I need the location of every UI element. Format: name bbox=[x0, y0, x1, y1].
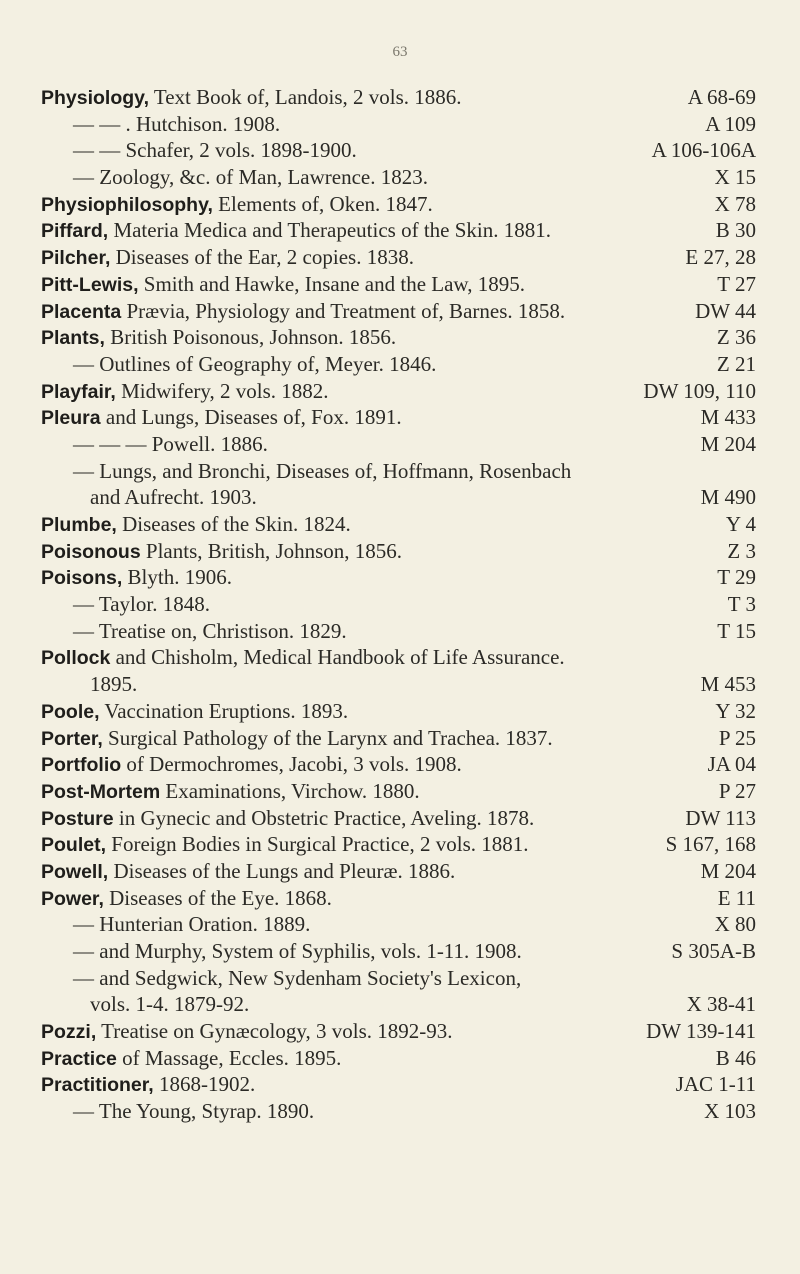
entry-description: of Massage, Eccles. 1895. bbox=[116, 1045, 342, 1070]
entry-description: Diseases of the Ear, 2 copies. 1838. bbox=[110, 245, 414, 270]
index-entry bbox=[0, 938, 800, 965]
entry-description: 1895. bbox=[90, 672, 138, 697]
entry-text bbox=[41, 217, 551, 245]
entry-text bbox=[73, 137, 357, 164]
entry-description: — Zoology, &c. of Man, Lawrence. 1823. bbox=[73, 165, 428, 190]
entry-shelfmark: A 109 bbox=[705, 111, 756, 136]
entry-shelfmark: Y 4 bbox=[725, 512, 756, 536]
entry-text bbox=[41, 644, 565, 672]
entry-shelfmark: T 27 bbox=[717, 271, 756, 296]
entry-text bbox=[41, 378, 329, 406]
entry-shelfmark: E 27, 28 bbox=[685, 245, 756, 270]
entry-text bbox=[41, 564, 232, 592]
entry-shelfmark: S 167, 168 bbox=[665, 832, 756, 857]
entry-heading: Plants, bbox=[41, 327, 105, 350]
entry-description: Diseases of the Eye. 1868. bbox=[103, 885, 332, 910]
entry-description: and Lungs, Diseases of, Fox. 1891. bbox=[100, 405, 402, 430]
entry-text bbox=[90, 991, 249, 1018]
entry-text bbox=[41, 858, 455, 886]
index-entry bbox=[0, 431, 800, 458]
entry-heading: Pilcher, bbox=[41, 247, 111, 270]
index-entry bbox=[0, 591, 800, 618]
entry-heading: Physiophilosophy, bbox=[41, 193, 213, 216]
entry-heading: Pleura bbox=[41, 407, 101, 430]
entry-description: — Taylor. 1848. bbox=[73, 592, 210, 617]
index-entry bbox=[0, 111, 800, 138]
entry-description: British Poisonous, Johnson. 1856. bbox=[104, 325, 397, 350]
entry-shelfmark: X 80 bbox=[714, 912, 756, 937]
entry-text bbox=[90, 484, 257, 511]
index-entry bbox=[0, 858, 800, 885]
entry-shelfmark: M 433 bbox=[700, 405, 756, 430]
entry-description: Treatise on Gynæcology, 3 vols. 1892-93. bbox=[96, 1019, 453, 1044]
index-entry bbox=[0, 618, 800, 645]
page-number: 63 bbox=[392, 44, 408, 60]
entry-description: Elements of, Oken. 1847. bbox=[212, 191, 433, 216]
entry-shelfmark: M 204 bbox=[700, 858, 756, 883]
entry-heading: Physiology, bbox=[41, 87, 149, 109]
entry-heading: Practitioner, bbox=[41, 1074, 154, 1097]
entry-shelfmark: T 15 bbox=[717, 618, 756, 643]
index-entry bbox=[0, 911, 800, 938]
index-entry bbox=[0, 164, 800, 191]
entry-description: of Dermochromes, Jacobi, 3 vols. 1908. bbox=[121, 752, 462, 777]
entry-heading: Pollock bbox=[41, 647, 111, 670]
entry-shelfmark: DW 139-141 bbox=[646, 1019, 756, 1044]
entry-shelfmark: S 305A-B bbox=[671, 939, 756, 963]
entry-description: Materia Medica and Therapeutics of the Skin. 1881. bbox=[108, 218, 552, 243]
index-entry bbox=[0, 137, 800, 164]
index-entry bbox=[0, 404, 800, 431]
entry-description: — — Schafer, 2 vols. 1898-1900. bbox=[73, 138, 357, 163]
entry-description: 1868-1902. bbox=[153, 1072, 256, 1097]
entry-heading: Pitt-Lewis, bbox=[41, 273, 139, 296]
index-entry bbox=[0, 778, 800, 805]
entry-text bbox=[41, 511, 351, 539]
index-entries bbox=[0, 84, 800, 1125]
entry-description: Smith and Hawke, Insane and the Law, 1895. bbox=[138, 271, 525, 296]
index-entry bbox=[0, 324, 800, 351]
entry-text bbox=[41, 1071, 255, 1099]
entry-text bbox=[41, 885, 332, 913]
index-entry bbox=[0, 84, 800, 111]
entry-description: — — . Hutchison. 1908. bbox=[73, 111, 281, 136]
entry-text bbox=[41, 298, 565, 326]
index-entry bbox=[0, 298, 800, 325]
entry-text bbox=[41, 805, 534, 833]
index-entry bbox=[0, 805, 800, 832]
index-entry bbox=[0, 644, 800, 671]
entry-shelfmark: DW 113 bbox=[685, 805, 756, 830]
entry-description: Plants, British, Johnson, 1856. bbox=[140, 538, 403, 563]
entry-description: in Gynecic and Obstetric Practice, Aveling. 1878. bbox=[113, 805, 535, 830]
entry-text bbox=[41, 404, 402, 432]
entry-text bbox=[41, 271, 525, 299]
index-entry bbox=[0, 671, 800, 698]
entry-description: Foreign Bodies in Surgical Practice, 2 vols. 1881. bbox=[106, 832, 529, 857]
entry-description: — — — Powell. 1886. bbox=[73, 431, 268, 456]
entry-description: Text Book of, Landois, 2 vols. 1886. bbox=[149, 85, 462, 109]
index-entry bbox=[0, 191, 800, 218]
index-entry bbox=[0, 538, 800, 565]
entry-shelfmark: JA 04 bbox=[707, 752, 756, 777]
entry-shelfmark: DW 109, 110 bbox=[643, 378, 756, 403]
entry-shelfmark: X 38-41 bbox=[686, 992, 756, 1017]
entry-text bbox=[41, 778, 420, 806]
index-entry bbox=[0, 725, 800, 752]
entry-description: Blyth. 1906. bbox=[122, 565, 232, 590]
entry-text bbox=[73, 911, 310, 938]
entry-description: Examinations, Virchow. 1880. bbox=[160, 778, 420, 803]
entry-text bbox=[73, 164, 428, 191]
entry-shelfmark: Z 36 bbox=[716, 325, 756, 350]
entry-text bbox=[73, 938, 522, 965]
entry-description: Vaccination Eruptions. 1893. bbox=[99, 698, 349, 723]
entry-shelfmark: JAC 1-11 bbox=[675, 1072, 756, 1097]
entry-shelfmark: M 204 bbox=[700, 431, 756, 456]
entry-text bbox=[90, 671, 137, 698]
entry-heading: Practice bbox=[41, 1047, 117, 1070]
index-entry bbox=[0, 1098, 800, 1125]
entry-text bbox=[41, 751, 462, 779]
entry-text bbox=[41, 538, 402, 566]
entry-text bbox=[41, 1018, 453, 1046]
entry-shelfmark: DW 44 bbox=[695, 298, 756, 323]
entry-shelfmark: X 103 bbox=[704, 1099, 756, 1124]
entry-heading: Poisonous bbox=[41, 540, 141, 563]
entry-shelfmark: X 78 bbox=[714, 191, 756, 216]
index-entry bbox=[0, 1018, 800, 1045]
entry-description: — Hunterian Oration. 1889. bbox=[73, 912, 311, 937]
index-entry bbox=[0, 564, 800, 591]
entry-heading: Piffard, bbox=[41, 220, 109, 243]
entry-description: Surgical Pathology of the Larynx and Trachea. 1837. bbox=[102, 725, 553, 750]
entry-heading: Power, bbox=[41, 887, 104, 910]
entry-text bbox=[73, 458, 571, 485]
entry-description: and Aufrecht. 1903. bbox=[90, 485, 257, 510]
index-entry bbox=[0, 965, 800, 992]
entry-description: — and Murphy, System of Syphilis, vols. 1-11. 1908. bbox=[73, 939, 522, 963]
entry-text bbox=[73, 351, 436, 378]
entry-text bbox=[73, 111, 280, 138]
entry-description: and Chisholm, Medical Handbook of Life Assurance. bbox=[110, 645, 565, 670]
entry-text bbox=[73, 618, 347, 645]
index-entry bbox=[0, 271, 800, 298]
entry-text bbox=[73, 431, 268, 458]
index-entry bbox=[0, 378, 800, 405]
entry-text bbox=[41, 84, 462, 112]
entry-heading: Post-Mortem bbox=[41, 780, 161, 803]
entry-shelfmark: M 490 bbox=[700, 485, 756, 510]
index-entry bbox=[0, 698, 800, 725]
entry-description: — Treatise on, Christison. 1829. bbox=[73, 618, 347, 643]
entry-heading: Poisons, bbox=[41, 567, 123, 590]
entry-heading: Porter, bbox=[41, 727, 103, 750]
index-entry bbox=[0, 484, 800, 511]
index-entry bbox=[0, 831, 800, 858]
entry-text bbox=[73, 965, 521, 992]
entry-shelfmark: Z 21 bbox=[716, 351, 756, 376]
entry-heading: Poole, bbox=[41, 700, 100, 723]
entry-shelfmark: A 106-106A bbox=[651, 138, 756, 163]
entry-shelfmark: A 68-69 bbox=[687, 85, 756, 109]
index-entry bbox=[0, 458, 800, 485]
entry-text bbox=[41, 191, 433, 219]
entry-shelfmark: T 3 bbox=[727, 592, 756, 617]
entry-shelfmark: P 25 bbox=[718, 725, 756, 750]
entry-text bbox=[41, 831, 529, 859]
entry-description: Diseases of the Skin. 1824. bbox=[116, 512, 351, 536]
entry-heading: Placenta bbox=[41, 300, 122, 323]
index-entry bbox=[0, 885, 800, 912]
entry-shelfmark: M 453 bbox=[700, 672, 756, 697]
index-entry bbox=[0, 751, 800, 778]
entry-heading: Playfair, bbox=[41, 380, 116, 403]
entry-description: — and Sedgwick, New Sydenham Society's Lexicon, bbox=[73, 965, 522, 990]
entry-shelfmark: B 46 bbox=[715, 1045, 756, 1070]
entry-description: Diseases of the Lungs and Pleuræ. 1886. bbox=[108, 858, 456, 883]
entry-shelfmark: T 29 bbox=[717, 565, 756, 590]
entry-shelfmark: P 27 bbox=[718, 778, 756, 803]
entry-description: — Outlines of Geography of, Meyer. 1846. bbox=[73, 351, 437, 376]
entry-description: vols. 1-4. 1879-92. bbox=[90, 992, 250, 1017]
index-entry bbox=[0, 244, 800, 271]
index-entry bbox=[0, 511, 800, 538]
entry-heading: Plumbe, bbox=[41, 514, 117, 536]
entry-text bbox=[73, 591, 210, 618]
entry-shelfmark: E 11 bbox=[717, 885, 756, 910]
entry-text bbox=[41, 244, 414, 272]
entry-description: — The Young, Styrap. 1890. bbox=[73, 1099, 315, 1124]
entry-description: Midwifery, 2 vols. 1882. bbox=[115, 378, 329, 403]
entry-description: Prævia, Physiology and Treatment of, Barnes. 1858. bbox=[121, 298, 566, 323]
entry-shelfmark: B 30 bbox=[715, 218, 756, 243]
entry-text bbox=[41, 725, 553, 753]
entry-description: — Lungs, and Bronchi, Diseases of, Hoffmann, Rosenbach bbox=[73, 458, 572, 483]
entry-text bbox=[41, 698, 348, 726]
entry-heading: Portfolio bbox=[41, 754, 122, 777]
entry-text bbox=[41, 324, 396, 352]
entry-heading: Pozzi, bbox=[41, 1021, 97, 1044]
index-entry bbox=[0, 1045, 800, 1072]
index-entry bbox=[0, 991, 800, 1018]
index-entry bbox=[0, 1071, 800, 1098]
entry-heading: Poulet, bbox=[41, 834, 107, 857]
entry-heading: Powell, bbox=[41, 860, 109, 883]
entry-heading: Posture bbox=[41, 807, 114, 830]
entry-text bbox=[73, 1098, 314, 1125]
entry-shelfmark: Y 32 bbox=[715, 698, 756, 723]
entry-shelfmark: Z 3 bbox=[727, 538, 756, 563]
index-entry bbox=[0, 217, 800, 244]
entry-text bbox=[41, 1045, 341, 1073]
entry-shelfmark: X 15 bbox=[714, 165, 756, 190]
index-entry bbox=[0, 351, 800, 378]
